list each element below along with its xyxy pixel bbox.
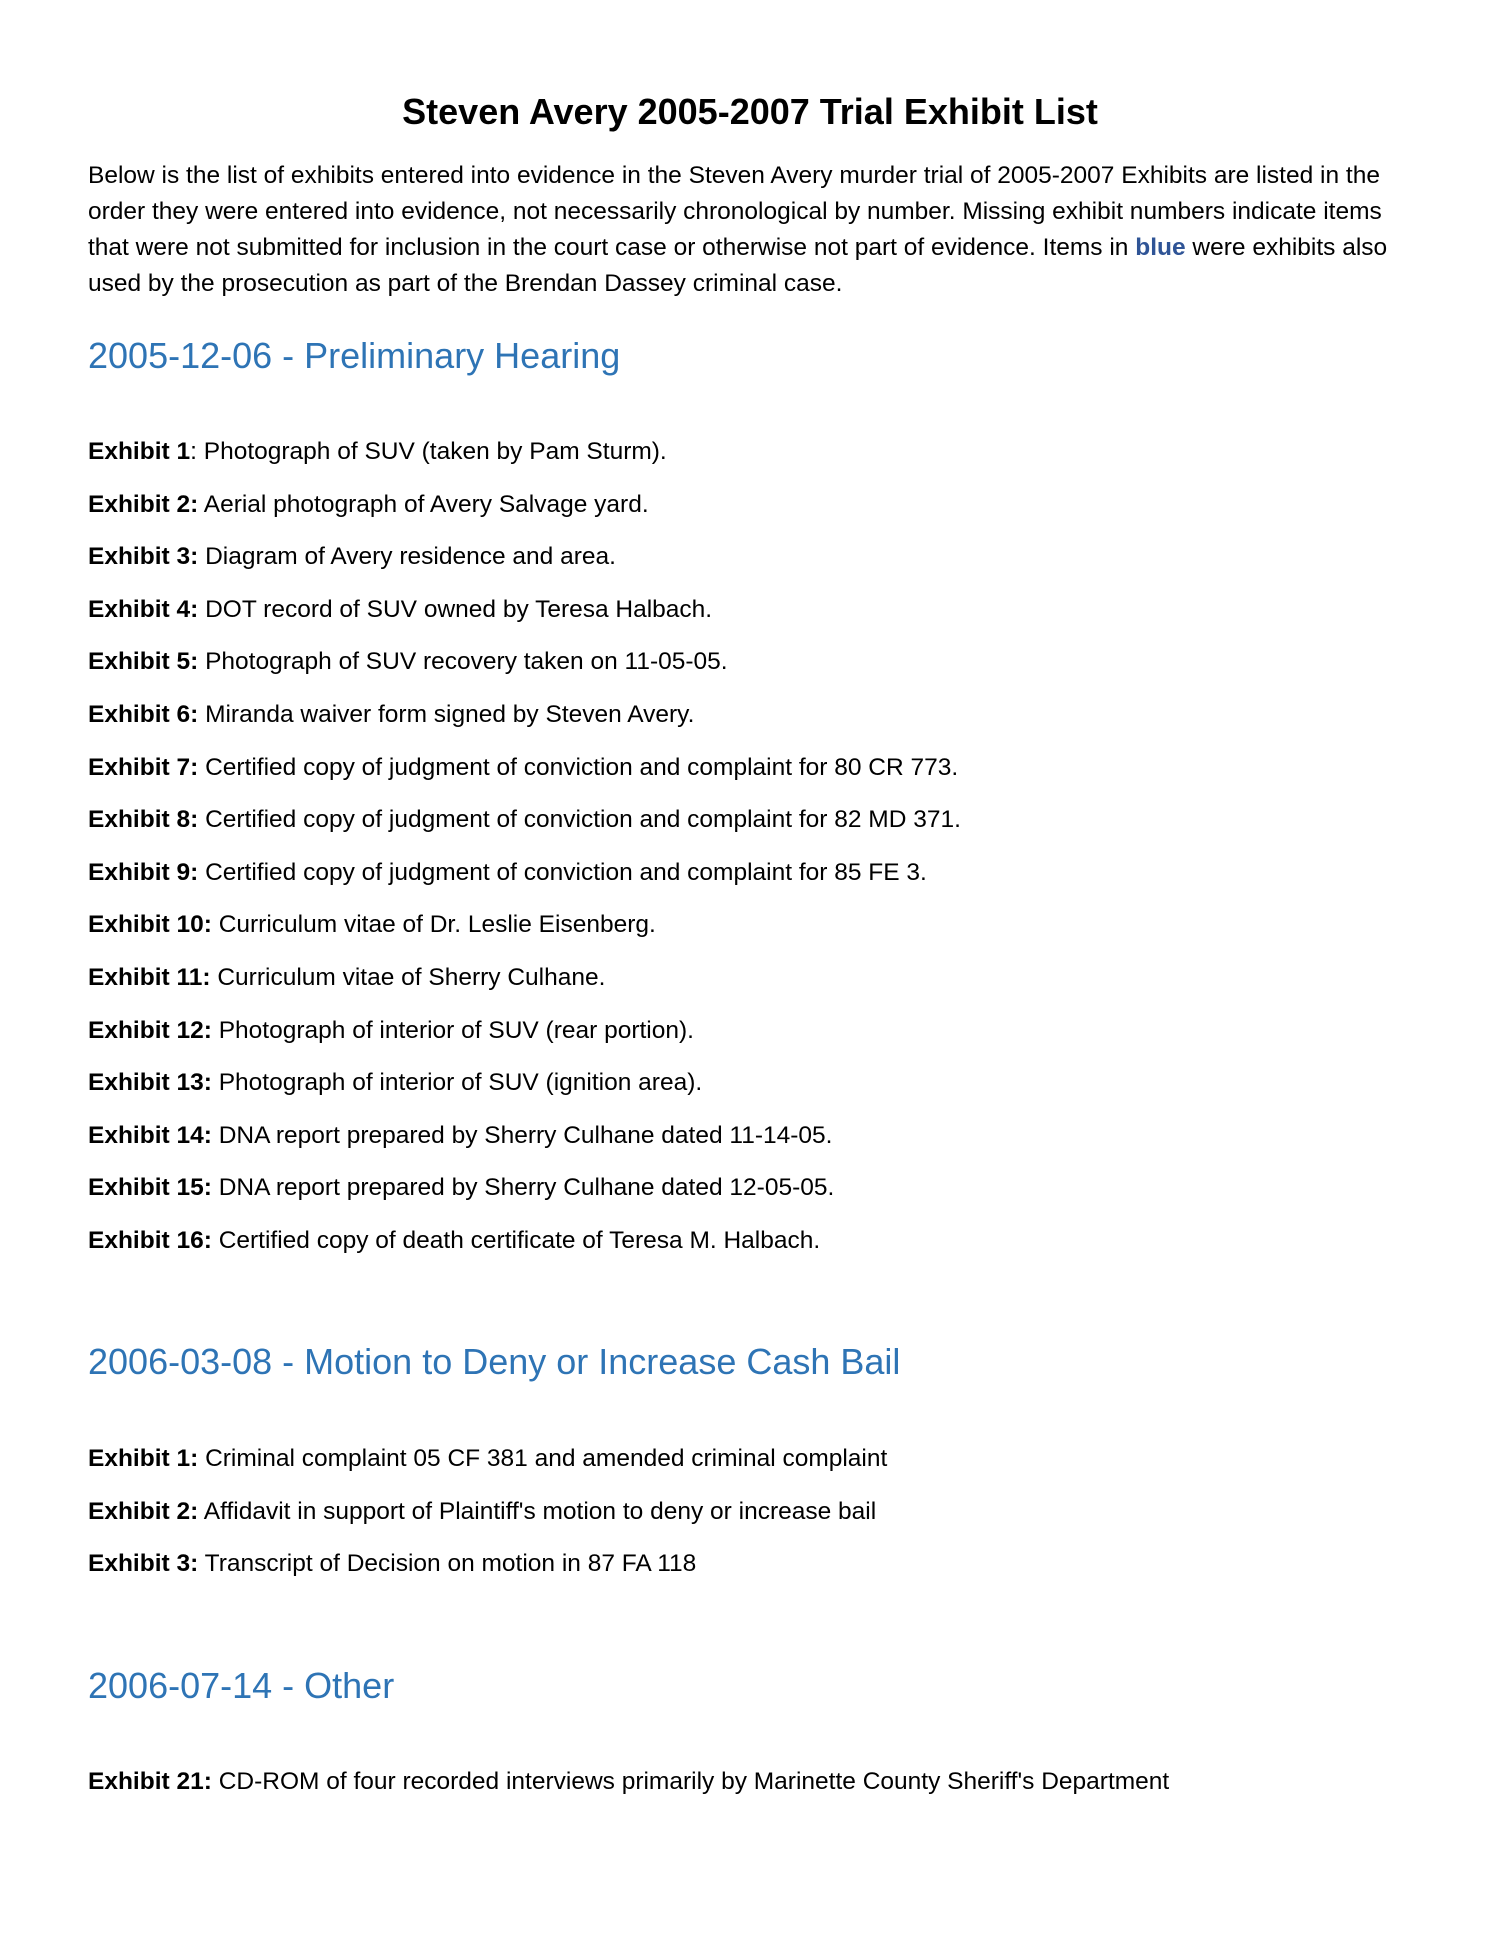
- exhibit-description: Photograph of interior of SUV (ignition area).: [218, 1069, 703, 1097]
- exhibit-item: [88, 909, 961, 962]
- exhibit-label: Exhibit 1: [88, 438, 191, 465]
- exhibit-description: Miranda waiver form signed by Steven Avery.: [205, 700, 695, 728]
- exhibit-item: [88, 1496, 887, 1549]
- exhibit-label: Exhibit 6:: [88, 700, 199, 728]
- exhibit-label: Exhibit 13:: [88, 1069, 212, 1097]
- exhibit-description: Affidavit in support of Plaintiff's motion to deny or increase bail: [203, 1497, 877, 1525]
- exhibit-item: [88, 699, 961, 752]
- exhibit-label: Exhibit 15:: [88, 1174, 212, 1202]
- exhibit-item: [88, 541, 961, 594]
- exhibit-description: Photograph of interior of SUV (rear portion).: [218, 1016, 694, 1044]
- exhibit-item: [88, 1015, 961, 1068]
- exhibit-item: [88, 752, 961, 805]
- exhibit-label: Exhibit 10:: [88, 911, 212, 939]
- section-heading-other: 2006-07-14 - Other: [88, 1665, 395, 1706]
- exhibit-description: CD-ROM of four recorded interviews primarily by Marinette County Sheriff's Department: [218, 1768, 1170, 1795]
- exhibit-label: Exhibit 3:: [88, 543, 199, 571]
- exhibit-description: Certified copy of judgment of conviction and complaint for 80 CR 773.: [205, 753, 959, 781]
- intro-blue-word: blue: [1135, 234, 1186, 261]
- exhibit-description: Criminal complaint 05 CF 381 and amended criminal complaint: [205, 1445, 888, 1472]
- exhibit-item: [88, 1120, 961, 1173]
- intro-text-end: were exhibits also used by the prosecution as part of the Brendan Dassey criminal case.: [88, 234, 1388, 297]
- exhibit-label: Exhibit 2:: [88, 1497, 199, 1525]
- exhibit-separator: :: [190, 438, 204, 465]
- exhibit-separator: [212, 1017, 219, 1044]
- exhibit-separator: [212, 1069, 219, 1096]
- exhibit-label: Exhibit 14:: [88, 1121, 212, 1149]
- exhibit-label: Exhibit 2:: [88, 490, 199, 518]
- exhibit-description: Transcript of Decision on motion in 87 FA 118: [204, 1550, 697, 1578]
- exhibit-label: Exhibit 8:: [88, 806, 199, 834]
- exhibit-description: Curriculum vitae of Dr. Leslie Eisenberg.: [218, 911, 656, 939]
- exhibit-separator: [212, 1768, 219, 1795]
- exhibit-item: [88, 1548, 887, 1601]
- exhibit-label: Exhibit 4:: [88, 595, 199, 623]
- exhibit-item: [88, 489, 961, 542]
- exhibit-item: [88, 1443, 887, 1496]
- exhibit-label: Exhibit 1:: [88, 1445, 199, 1472]
- intro-paragraph: [88, 158, 1428, 302]
- exhibit-item: [88, 804, 961, 857]
- intro-text-start: Below is the list of exhibits entered into evidence in the Steven Avery murder trial of 2005-2007 Exhibits are listed in the order they were entered into evidence, not necessarily chronological by number. Missing exhibit numbers indicate items that were not submitted for inclusion in the court case or otherwise not part of evidence. Items in: [88, 162, 1382, 261]
- section-heading-motion-to-deny-bail: 2006-03-08 - Motion to Deny or Increase Cash Bail: [88, 1341, 901, 1382]
- exhibit-separator: [212, 911, 219, 938]
- exhibit-description: DNA report prepared by Sherry Culhane dated 12-05-05.: [218, 1174, 835, 1202]
- exhibit-item: [88, 594, 961, 647]
- exhibit-separator: [212, 1227, 219, 1254]
- exhibit-item: [88, 1225, 961, 1278]
- exhibit-item: [88, 962, 961, 1015]
- exhibit-description: DNA report prepared by Sherry Culhane dated 11-14-05.: [218, 1121, 833, 1149]
- exhibit-list-motion-to-deny-bail: [88, 1443, 887, 1601]
- exhibit-label: Exhibit 3:: [88, 1550, 199, 1578]
- exhibit-description: Aerial photograph of Avery Salvage yard.: [203, 490, 649, 518]
- exhibit-item: [88, 646, 961, 699]
- document-title: Steven Avery 2005-2007 Trial Exhibit List: [402, 91, 1098, 132]
- exhibit-description: Certified copy of judgment of conviction and complaint for 82 MD 371.: [205, 806, 961, 834]
- exhibit-item: [88, 436, 961, 489]
- exhibit-label: Exhibit 11:: [88, 963, 211, 991]
- exhibit-item: [88, 1766, 1169, 1819]
- exhibit-description: Photograph of SUV recovery taken on 11-05-05.: [205, 648, 728, 676]
- exhibit-description: Curriculum vitae of Sherry Culhane.: [217, 963, 606, 991]
- exhibit-description: Certified copy of judgment of conviction and complaint for 85 FE 3.: [205, 858, 927, 886]
- exhibit-item: [88, 857, 961, 910]
- exhibit-description: Certified copy of death certificate of Teresa M. Halbach.: [218, 1226, 821, 1254]
- exhibit-description: DOT record of SUV owned by Teresa Halbach.: [205, 595, 713, 623]
- exhibit-label: Exhibit 16:: [88, 1226, 212, 1254]
- exhibit-label: Exhibit 5:: [88, 648, 199, 676]
- exhibit-separator: [212, 1174, 219, 1201]
- exhibit-item: [88, 1067, 961, 1120]
- exhibit-separator: [212, 1122, 219, 1149]
- exhibit-label: Exhibit 9:: [88, 858, 199, 886]
- exhibit-description: Photograph of SUV (taken by Pam Sturm).: [203, 438, 667, 465]
- section-heading-preliminary-hearing: 2005-12-06 - Preliminary Hearing: [88, 335, 621, 376]
- exhibit-label: Exhibit 7:: [88, 753, 199, 781]
- exhibit-list-other: [88, 1766, 1169, 1819]
- exhibit-label: Exhibit 12:: [88, 1016, 212, 1044]
- exhibit-list-preliminary-hearing: [88, 436, 961, 1278]
- exhibit-label: Exhibit 21:: [88, 1768, 212, 1795]
- exhibit-description: Diagram of Avery residence and area.: [205, 543, 616, 571]
- exhibit-item: [88, 1172, 961, 1225]
